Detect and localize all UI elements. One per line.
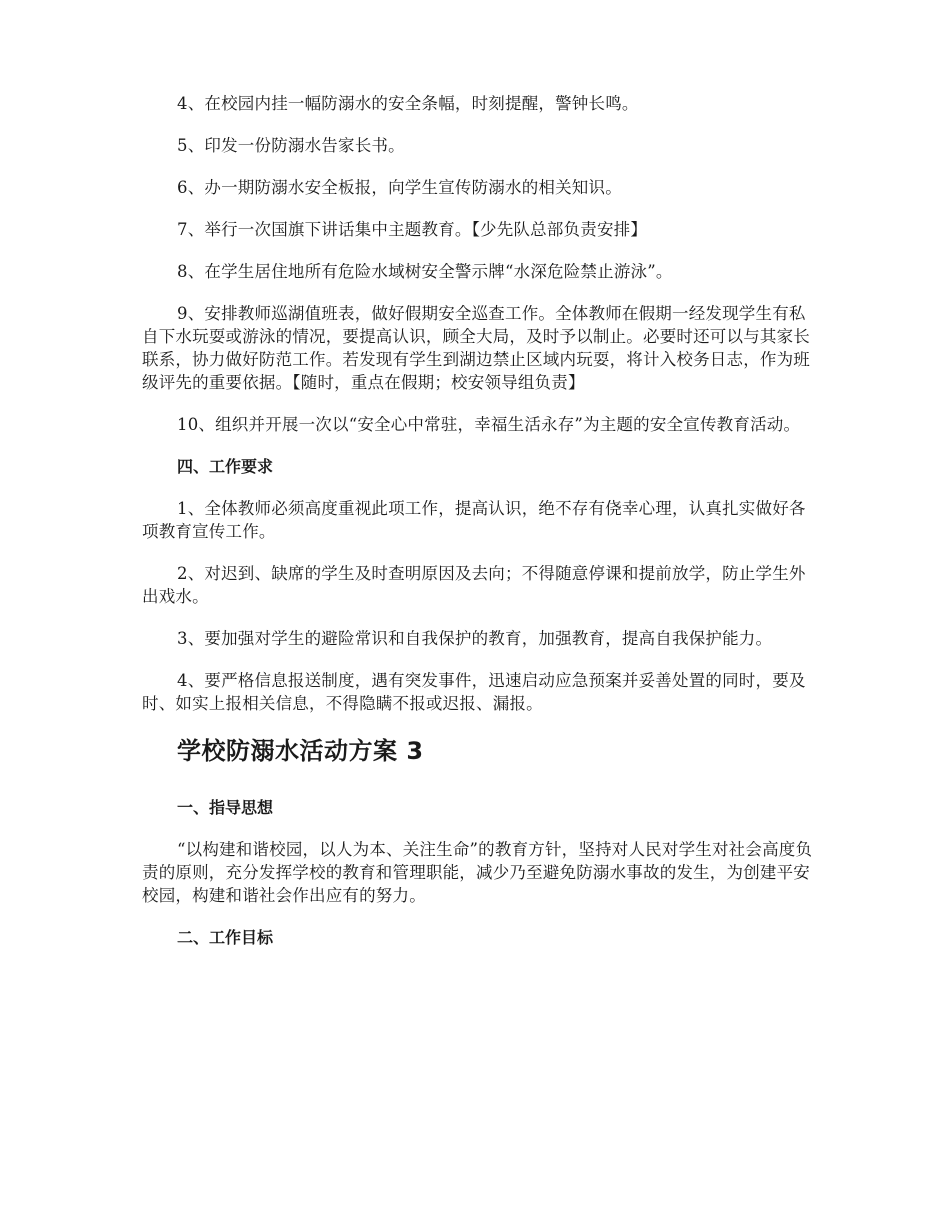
list-item: 4、要严格信息报送制度，遇有突发事件，迅速启动应急预案并妥善处置的同时，要及时、如实上报相关信息，不得隐瞒不报或迟报、漏报。 bbox=[142, 671, 806, 713]
list-item: 5、印发一份防溺水告家长书。 bbox=[177, 136, 405, 155]
list-item: 6、办一期防溺水安全板报，向学生宣传防溺水的相关知识。 bbox=[177, 178, 622, 197]
list-item: 2、对迟到、缺席的学生及时查明原因及去向；不得随意停课和提前放学，防止学生外出戏水。 bbox=[142, 564, 806, 606]
list-item: 9、安排教师巡湖值班表，做好假期安全巡查工作。全体教师在假期一经发现学生有私自下水玩耍或游泳的情况，要提高认识，顾全大局，及时予以制止。必要时还可以与其家长联系，协力做好防范工作。若发现有学生到湖边禁止区域内玩耍，将计入校务日志，作为班级评先的重要依据。【随时，重点在假期；校安领导组负责】 bbox=[142, 304, 810, 392]
section-heading-guiding-thought: 一、指导思想 bbox=[177, 798, 274, 817]
document-page bbox=[142, 92, 814, 968]
section-heading-work-goals: 二、工作目标 bbox=[177, 928, 274, 947]
list-item: 7、举行一次国旗下讲话集中主题教育。【少先队总部负责安排】 bbox=[177, 220, 648, 239]
document-title: 学校防溺水活动方案 3 bbox=[177, 737, 424, 765]
list-item: 8、在学生居住地所有危险水域树安全警示牌“水深危险禁止游泳”。 bbox=[177, 262, 673, 281]
list-item: 10、组织并开展一次以“安全心中常驻，幸福生活永存”为主题的安全宣传教育活动。 bbox=[177, 415, 801, 434]
section-heading-work-requirements: 四、工作要求 bbox=[177, 457, 274, 476]
list-item: 1、全体教师必须高度重视此项工作，提高认识，绝不存有侥幸心理，认真扎实做好各项教育宣传工作。 bbox=[142, 499, 806, 541]
list-item: 4、在校园内挂一幅防溺水的安全条幅，时刻提醒，警钟长鸣。 bbox=[177, 94, 639, 113]
list-item: 3、要加强对学生的避险常识和自我保护的教育，加强教育，提高自我保护能力。 bbox=[177, 629, 773, 648]
paragraph-guiding-thought: “以构建和谐校园，以人为本、关注生命”的教育方针，坚持对人民对学生对社会高度负责的原则，充分发挥学校的教育和管理职能，减少乃至避免防溺水事故的发生，为创建平安校园，构建和谐社会作出应有的努力。 bbox=[142, 840, 813, 905]
